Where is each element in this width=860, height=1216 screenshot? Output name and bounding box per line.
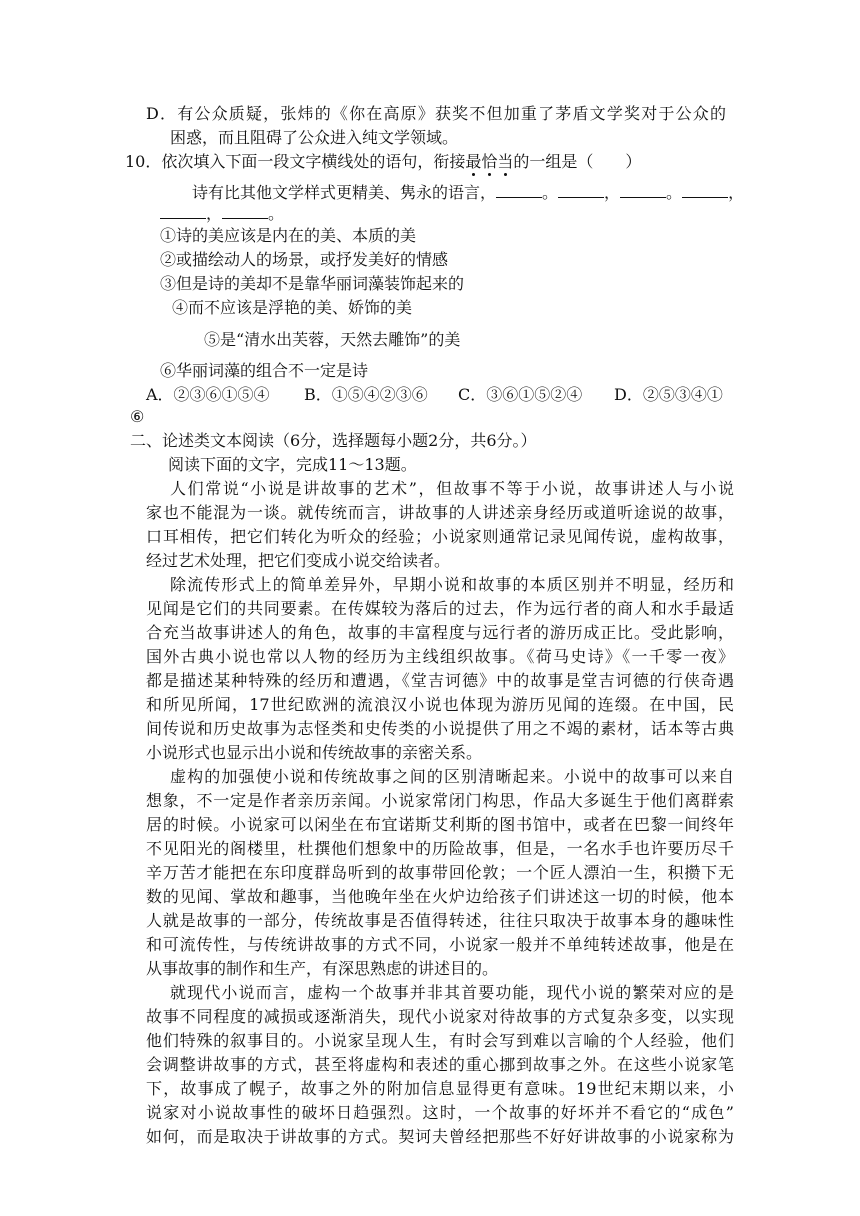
q10-stem-post: 的一组是（ ） xyxy=(513,152,642,171)
passage-line: 国外古典小说也常以人物的经历为主线组织故事。《荷马史诗》《一千零一夜》 xyxy=(146,647,734,666)
q10-blank-1 xyxy=(496,183,542,198)
q10-stem-pre: 10．依次填入下面一段文字横线处的语句，衔接 xyxy=(125,152,466,171)
q10-blank-6 xyxy=(222,204,268,219)
passage-line: 和所见所闻，17世纪欧洲的流浪汉小说也体现为游历见闻的连缀。在中国，民 xyxy=(146,695,734,714)
q10-option-d: D．②⑤③④① xyxy=(614,385,723,404)
q10-item-1: ①诗的美应该是内在的美、本质的美 xyxy=(160,226,417,245)
q9-option-d-line1: D．有公众质疑，张炜的《你在高原》获奖不但加重了茅盾文学奖对于公众的 xyxy=(146,104,726,123)
q10-blank-2 xyxy=(558,183,604,198)
q10-item-6: ⑥华丽词藻的组合不一定是诗 xyxy=(160,361,369,380)
q10-stem xyxy=(125,152,641,172)
section2-instruction: 阅读下面的文字，完成11～13题。 xyxy=(168,455,417,474)
q10-passage-line2 xyxy=(160,204,284,224)
q10-item-3: ③但是诗的美却不是靠华丽词藻装饰起来的 xyxy=(160,274,465,293)
q10-item-5: ⑤是“清水出芙蓉，天然去雕饰”的美 xyxy=(204,330,461,349)
q10-option-a: A．②③⑥①⑤④ xyxy=(146,385,270,404)
passage-line: 数的见闻、掌故和趣事，当他晚年坐在火炉边给孩子们讲述这一切的时候，他本 xyxy=(146,887,734,906)
passage-line: 人们常说“小说是讲故事的艺术”，但故事不等于小说，故事讲述人与小说 xyxy=(170,479,734,498)
passage-line: 见闻是它们的共同要素。在传媒较为落后的过去，作为远行者的商人和水手最适 xyxy=(146,599,734,618)
passage-line: 人就是故事的一部分，传统故事是否值得转述，往往只取决于故事本身的趣味性 xyxy=(146,911,734,930)
q10-stem-dotted-3: 当 xyxy=(497,152,514,171)
q10-blank-5 xyxy=(160,204,206,219)
passage-line: 如何，而是取决于讲故事的方式。契诃夫曾经把那些不好好讲故事的小说家称为 xyxy=(146,1127,734,1146)
passage-line: 和可流传性，与传统讲故事的方式不同，小说家一般并不单纯转述故事，他是在 xyxy=(146,935,734,954)
passage-line: 除流传形式上的简单差异外，早期小说和故事的本质区别并不明显，经历和 xyxy=(170,575,734,594)
passage-line: 从事故事的制作和生产，有深思熟虑的讲述目的。 xyxy=(146,959,499,978)
q10-option-b: B．①⑤④②③⑥ xyxy=(304,385,428,404)
q9-option-d-line2: 困惑，而且阻碍了公众进入纯文学领域。 xyxy=(170,128,459,147)
q10-sep-1: 。 xyxy=(542,183,559,202)
q10-item-2: ②或描绘动人的场景，或抒发美好的情感 xyxy=(160,250,449,269)
passage-line: 下，故事成了幌子，故事之外的附加信息显得更有意味。19世纪末期以来，小 xyxy=(146,1079,734,1098)
q10-sep-3: 。 xyxy=(666,183,683,202)
passage-line: 经过艺术处理，把它们变成小说交给读者。 xyxy=(146,551,451,570)
passage-line: 都是描述某种特殊的经历和遭遇，《堂吉诃德》中的故事是堂吉诃德的行侠奇遇 xyxy=(146,671,734,690)
q10-stem-dotted-1: 最 xyxy=(465,152,482,171)
q10-passage-line1 xyxy=(192,183,744,203)
passage-line: 会调整讲故事的方式，甚至将虚构和表述的重心挪到故事之外。在这些小说家笔 xyxy=(146,1055,734,1074)
q10-passage-start: 诗有比其他文学样式更精美、隽永的语言， xyxy=(192,183,497,202)
passage-line: 辛万苦才能把在东印度群岛听到的故事带回伦敦；一个匠人漂泊一生，积攒下无 xyxy=(146,863,734,882)
passage-line: 想象，不一定是作者亲历亲闻。小说家常闭门构思，作品大多诞生于他们离群索 xyxy=(146,791,734,810)
q10-sep-6: 。 xyxy=(268,204,285,223)
passage-line: 家也不能混为一谈。就传统而言，讲故事的人讲述亲身经历或道听途说的故事， xyxy=(146,503,734,522)
q10-blank-3 xyxy=(620,183,666,198)
passage-line: 居的时候。小说家可以闲坐在布宜诺斯艾利斯的图书馆中，或者在巴黎一间终年 xyxy=(146,815,734,834)
q10-stem-dotted-2: 恰 xyxy=(481,152,498,171)
passage-line: 就现代小说而言，虚构一个故事并非其首要功能，现代小说的繁荣对应的是 xyxy=(170,983,734,1002)
q10-option-c: C．③⑥①⑤②④ xyxy=(458,385,583,404)
q10-option-d-wrap: ⑥ xyxy=(130,407,145,426)
passage-line: 不见阳光的阁楼里，杜撰他们想象中的历险故事，但是，一名水手也许要历尽千 xyxy=(146,839,734,858)
q10-sep-5: ， xyxy=(206,204,223,223)
passage-line: 说家对小说故事性的破坏日趋强烈。这时，一个故事的好坏并不看它的“成色” xyxy=(146,1103,734,1122)
passage-line: 他们特殊的叙事目的。小说家呈现人生，有时会写到难以言喻的个人经验，他们 xyxy=(146,1031,734,1050)
passage-line: 合充当故事讲述人的角色，故事的丰富程度与远行者的游历成正比。受此影响， xyxy=(146,623,734,642)
q10-sep-4: ， xyxy=(728,183,745,202)
section2-heading: 二、论述类文本阅读（6分，选择题每小题2分，共6分。） xyxy=(130,431,537,450)
passage-line: 故事不同程度的减损或逐渐消失，现代小说家对待故事的方式复杂多变，以实现 xyxy=(146,1007,734,1026)
passage-line: 间传说和历史故事为志怪类和史传类的小说提供了用之不竭的素材，话本等古典 xyxy=(146,719,734,738)
q10-item-4: ④而不应该是浮艳的美、娇饰的美 xyxy=(172,298,413,317)
passage-line: 口耳相传，把它们转化为听众的经验；小说家则通常记录见闻传说，虚构故事， xyxy=(146,527,734,546)
passage-line: 虚构的加强使小说和传统故事之间的区别清晰起来。小说中的故事可以来自 xyxy=(170,767,734,786)
q10-blank-4 xyxy=(682,183,728,198)
passage-line: 小说形式也显示出小说和传统故事的亲密关系。 xyxy=(146,743,483,762)
q10-sep-2: ， xyxy=(604,183,621,202)
